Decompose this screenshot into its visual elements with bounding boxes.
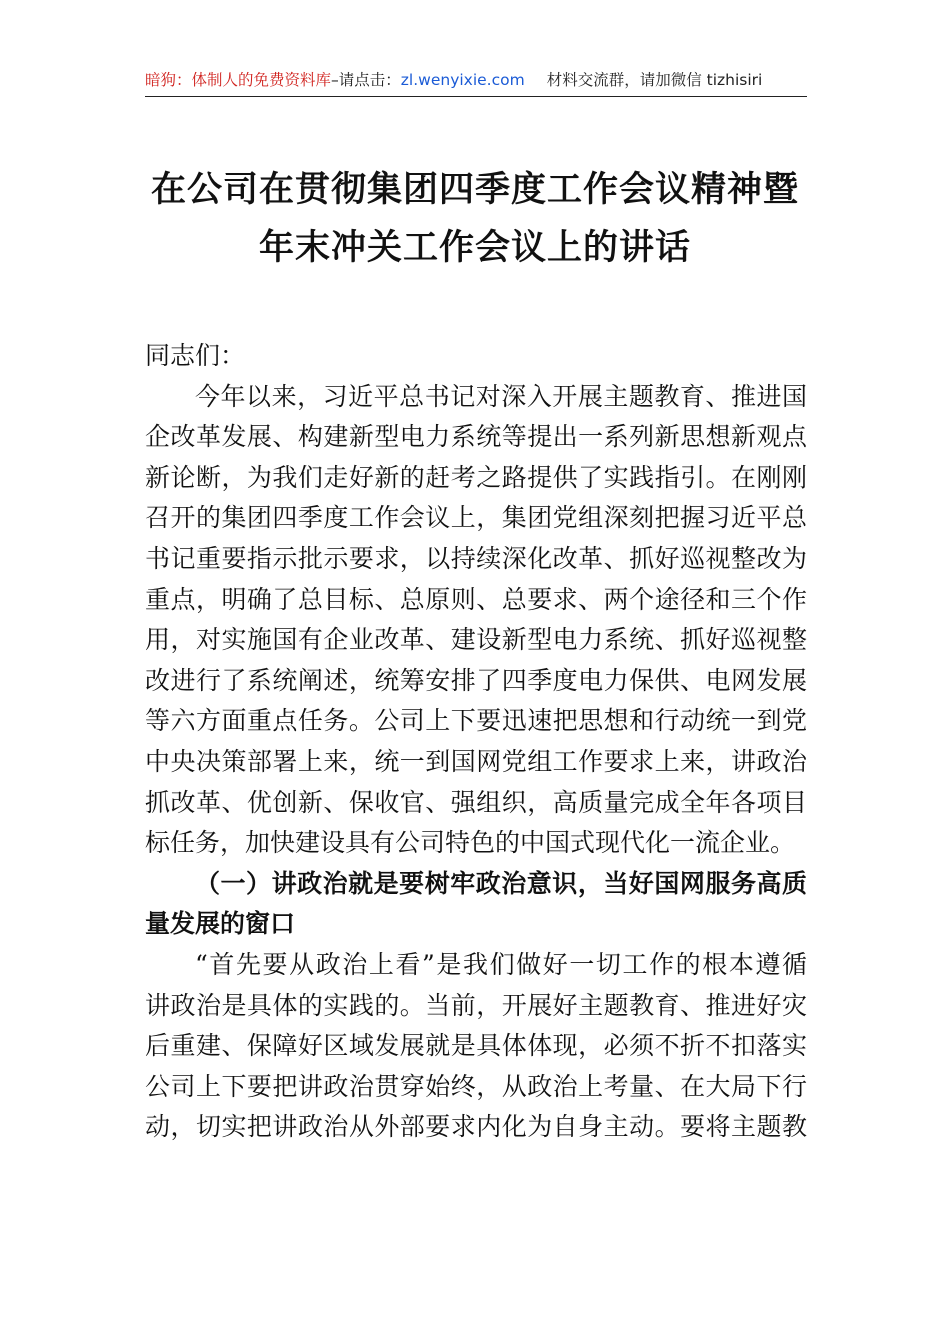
page-header — [145, 66, 807, 97]
paragraph-line: 讲政治是具体的实践的。当前，开展好主题教育、推进好灾 — [145, 990, 807, 1020]
header-prompt: –请点击： — [331, 71, 401, 89]
heading-line: （一）讲政治就是要树牢政治意识，当好国网服务高质 — [195, 868, 807, 898]
paragraph-2 — [145, 945, 807, 1148]
paragraph-line: 等六方面重点任务。公司上下要迅速把思想和行动统一到党 — [145, 706, 807, 736]
document-title-line-1: 在公司在贯彻集团四季度工作会议精神暨 — [150, 170, 799, 210]
paragraph-line: 动，切实把讲政治从外部要求内化为自身主动。要将主题教 — [145, 1112, 807, 1142]
document-body — [145, 336, 807, 1148]
header-wechat: 材料交流群，请加微信 tizhisiri — [546, 71, 763, 89]
paragraph-line: 中央决策部署上来，统一到国网党组工作要求上来，讲政治 — [145, 746, 807, 776]
heading-line: 量发展的窗口 — [145, 909, 296, 939]
header-promo: 暗狗：体制人的免费资料库 — [145, 71, 332, 89]
paragraph-line: 企改革发展、构建新型电力系统等提出一系列新思想新观点 — [145, 422, 807, 452]
paragraph-line: “首先要从政治上看”是我们做好一切工作的根本遵循 — [195, 949, 807, 979]
header-link[interactable]: zl.wenyixie.com — [400, 71, 525, 89]
paragraph-line: 标任务，加快建设具有公司特色的中国式现代化一流企业。 — [145, 828, 796, 858]
paragraph-line: 书记重要指示批示要求，以持续深化改革、抓好巡视整改为 — [145, 543, 807, 573]
paragraph-line: 新论断，为我们走好新的赶考之路提供了实践指引。在刚刚 — [145, 462, 807, 492]
paragraph-line: 重点，明确了总目标、总原则、总要求、两个途径和三个作 — [145, 584, 807, 614]
section-1-heading — [145, 864, 807, 945]
paragraph-line: 后重建、保障好区域发展就是具体体现，必须不折不扣落实 — [145, 1031, 807, 1061]
salutation: 同志们： — [145, 341, 246, 370]
paragraph-line: 召开的集团四季度工作会议上，集团党组深刻把握习近平总 — [145, 503, 807, 533]
paragraph-line: 公司上下要把讲政治贯穿始终，从政治上考量、在大局下行 — [145, 1071, 807, 1101]
paragraph-line: 改进行了系统阐述，统筹安排了四季度电力保供、电网发展 — [145, 665, 807, 695]
document-title-line-2: 年末冲关工作会议上的讲话 — [258, 228, 691, 268]
paragraph-line: 今年以来，习近平总书记对深入开展主题教育、推进国 — [195, 381, 807, 411]
paragraph-1 — [145, 377, 807, 864]
paragraph-line: 抓改革、优创新、保收官、强组织，高质量完成全年各项目 — [145, 787, 807, 817]
paragraph-line: 用，对实施国有企业改革、建设新型电力系统、抓好巡视整 — [145, 625, 807, 655]
